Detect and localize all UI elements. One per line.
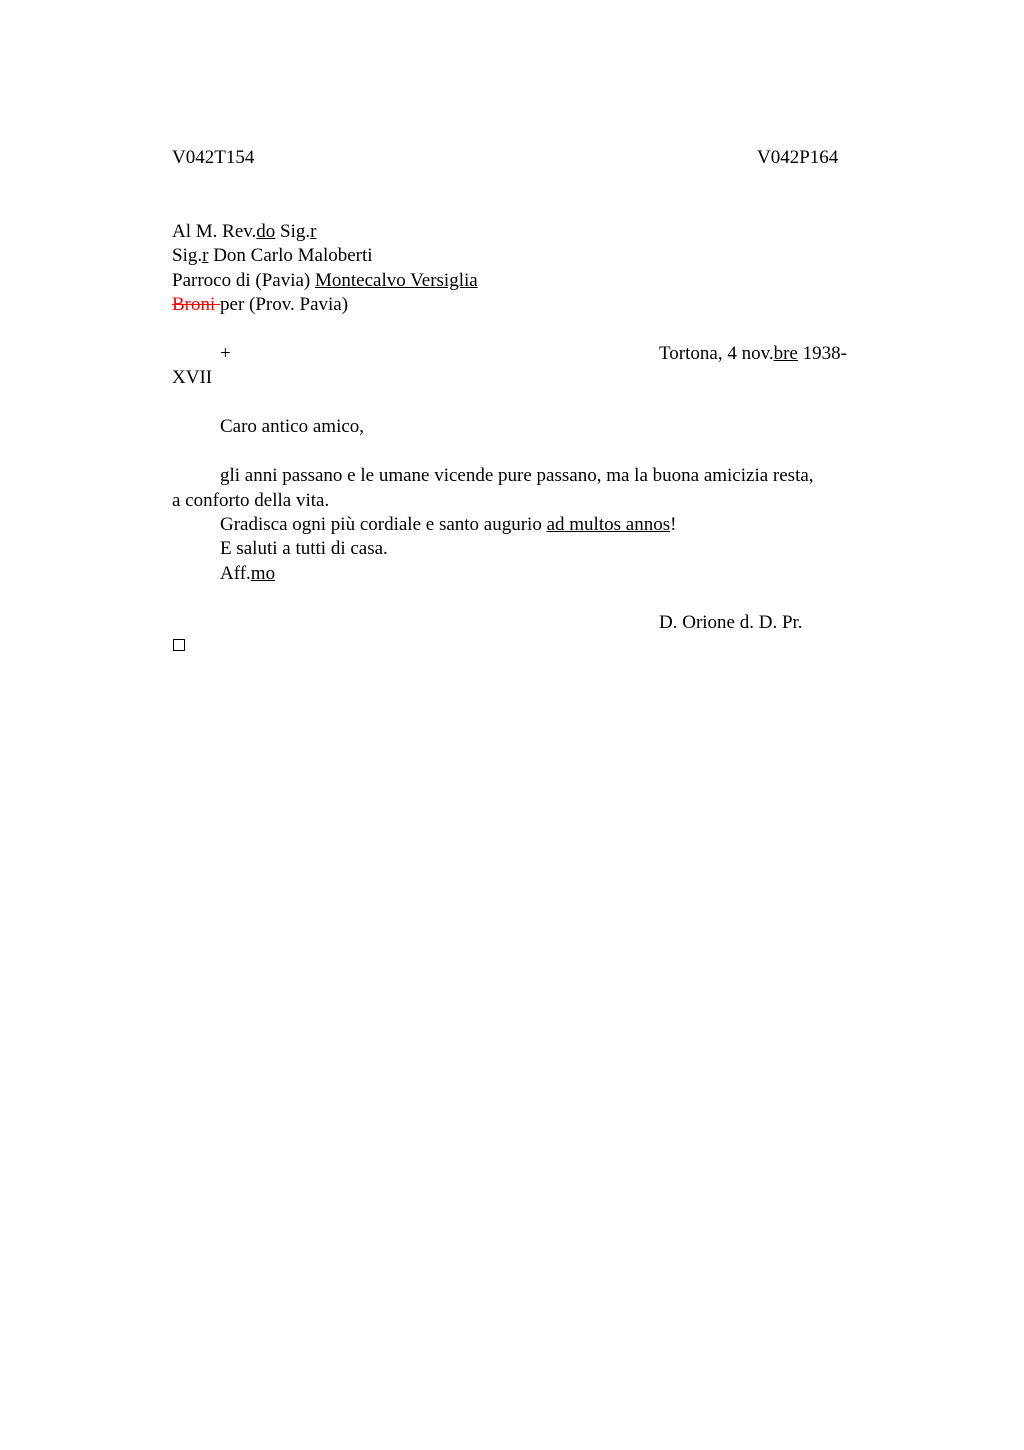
closing [220,563,275,585]
paragraph-2 [220,514,676,536]
signature: D. Orione d. D. Pr. [659,612,803,633]
place-date [659,343,847,365]
cross-mark: + [220,343,231,364]
paragraph-1-line-1: gli anni passano e le umane vicende pure passano, ma la buona amicizia resta, [220,465,814,486]
salutation: Caro antico amico, [220,416,365,437]
place-date-superscript-bre: bre [773,343,798,364]
closing-superscript-mo: mo [250,563,276,584]
reference-code-right: V042P164 [757,147,839,168]
paragraph-2-exclamation: ! [670,514,677,535]
reference-code-left: V042T154 [172,147,255,168]
address-line-2-superscript-r: r [202,245,209,266]
paragraph-2-text: Gradisca ogni più cordiale e santo augurio [220,514,547,535]
address-line-1-text-sig: Sig. [275,221,311,242]
paragraph-2-latin-phrase: ad multos annos [546,514,671,535]
address-line-3-place: Montecalvo Versiglia [314,270,478,291]
address-line-4 [172,294,348,316]
address-line-1 [172,221,316,243]
address-line-3-text: Parroco di (Pavia) [172,270,315,291]
place-date-text: Tortona, 4 nov. [659,343,774,364]
address-line-4-struck-text: Broni [172,294,221,315]
closing-text: Aff. [220,563,251,584]
address-line-1-text: Al M. Rev. [172,221,257,242]
address-line-2-text-sig: Sig. [172,245,203,266]
address-line-2 [172,245,373,267]
address-line-3 [172,270,478,292]
place-date-era: XVII [172,367,213,388]
end-box-mark [173,639,185,651]
place-date-year: 1938- [797,343,847,364]
address-line-1-superscript-r: r [310,221,317,242]
paragraph-1-line-2: a conforto della vita. [172,490,330,511]
address-line-4-text: per (Prov. Pavia) [220,294,349,315]
address-line-2-name: Don Carlo Maloberti [208,245,373,266]
address-line-1-superscript-do: do [256,221,276,242]
paragraph-3: E saluti a tutti di casa. [220,538,388,559]
